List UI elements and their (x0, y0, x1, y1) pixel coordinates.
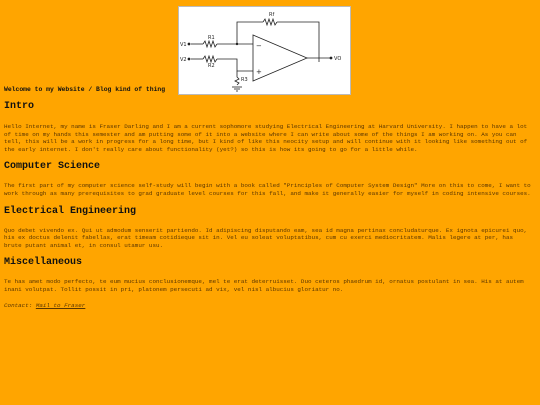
intro-section (4, 101, 534, 153)
electrical-engineering-section (4, 206, 534, 250)
r2-label: R2 (208, 63, 215, 69)
intro-paragraph: Hello Internet, my name is Fraser Darling and I am a current sophomore studying Electrical Engineering at Harvard University. I happen to have a lot of time on my hands this semester and am putting some of it into a website where I can write about some of the things I am working on. As you can tell, this will be a work in progress for a long time, but I kind of like this neocity setup and will continue with it looking like something out of the early internet. I don't really care about functionality (yet?) so this is how its going to go for a little while. (4, 123, 528, 153)
page-content (4, 0, 534, 309)
electrical-engineering-paragraph: Quo debet vivendo ex. Qui ut admodum senserit partiendo. Id adipiscing disputando eam, sea id magna pertinax concludaturque. Ex ignota epicurei quo, his ex doctus delenit fabellas, erat timeam cotidieque sit in. Vel eu soleat voluptatibus, cum cu exerci mediocritatem. Malis legere at per, has brute putant animal et, in consul utamur usu. (4, 226, 528, 249)
miscellaneous-paragraph: Te has amet modo perfecto, te eum mucius conclusionemque, mel te erat deterruisset. Duo ceteros phaedrum id, ornatus postulant in sea. His at autem inani volutpat. Tollit possit in pri, platonem persecuti ad vix, vel nisl albucius gloriatur no. (4, 278, 524, 293)
computer-science-section (4, 161, 534, 197)
computer-science-heading: Computer Science (4, 161, 101, 173)
op-amp-circuit (179, 7, 350, 94)
miscellaneous-section (4, 257, 534, 293)
miscellaneous-heading: Miscellaneous (4, 257, 83, 269)
v1-label: V1 (180, 42, 187, 48)
r3-label: R3 (241, 77, 248, 83)
circuit-diagram-image (178, 6, 351, 95)
mail-link[interactable]: Mail to Fraser (35, 301, 86, 309)
contact-line (4, 302, 534, 309)
noninverting-input-sign: + (256, 68, 262, 76)
electrical-engineering-heading: Electrical Engineering (4, 205, 137, 217)
inverting-input-sign: − (256, 42, 262, 50)
intro-heading: Intro (4, 101, 35, 112)
r1-label: R1 (208, 35, 215, 41)
contact-label: Contact: (4, 301, 33, 309)
computer-science-paragraph: The first part of my computer science self-study will begin with a book called "Principles of Computer System Design" More on this to come, I want to work through as many prerequisites to grad graduate level courses for this fall, and make it generally easier for myself in coding intensive courses. (4, 182, 531, 197)
header (4, 0, 534, 96)
site-tagline: Welcome to my Website / Blog kind of thing (4, 86, 166, 93)
v2-label: V2 (180, 57, 187, 63)
rf-label: Rf (269, 12, 275, 18)
vo-label: VO (334, 56, 342, 62)
